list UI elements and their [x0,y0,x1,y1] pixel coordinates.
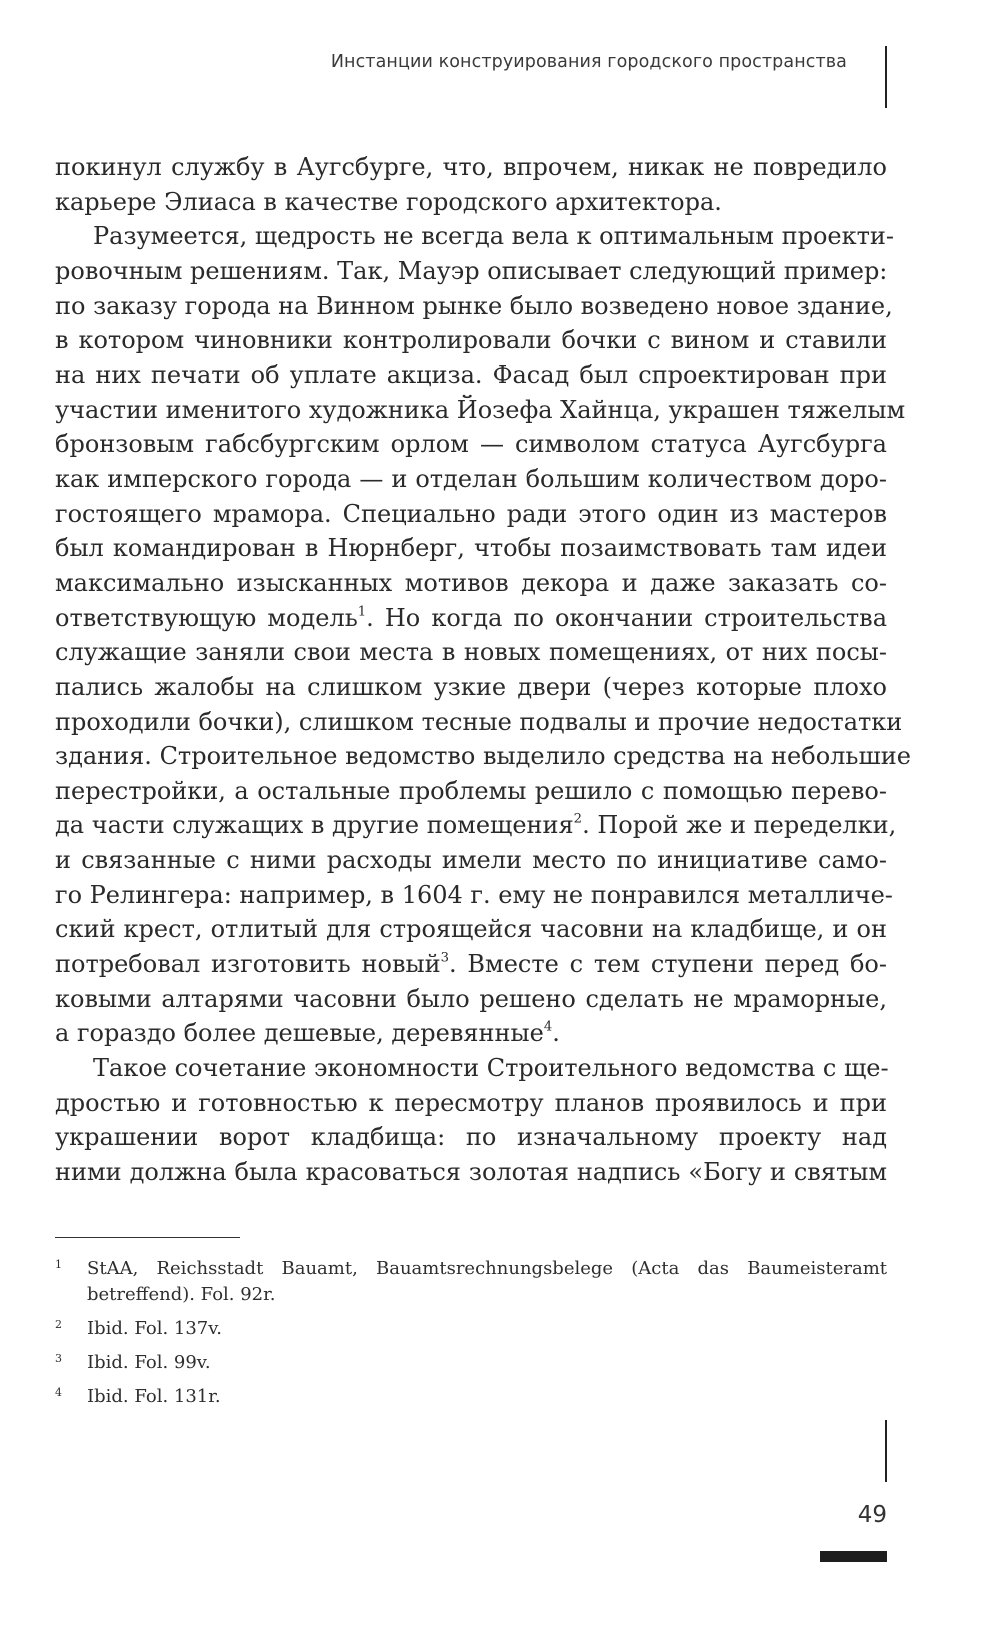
footnote-number: 2 [55,1318,62,1331]
running-title: Инстанции конструирования городского пространства [330,52,847,72]
text-line: здания. Строительное ведомство выделило средства на небольшие [55,742,911,771]
text-line: ский крест, отлитый для строящейся часовни на кладбище, и он [55,915,887,944]
footnotes [55,1256,887,1418]
text-line: гостоящего мрамора. Специально ради этого один из мастеров [55,499,887,528]
text-line: ними должна была красоваться золотая надпись «Богу и святым [55,1158,887,1187]
footnote-ref-4[interactable]: 4 [543,1019,553,1035]
bottom-margin-rule [885,1420,887,1482]
text-line: украшении ворот кладбища: по изначальному проекту над [55,1123,887,1152]
text-segment: . Вместе с тем ступени перед бо- [448,950,887,979]
text-line: бронзовым габсбургским орлом — символом статуса Аугсбурга [55,430,887,459]
page-number: 49 [857,1502,887,1528]
text-line: был командирован в Нюрнберг, чтобы позаимствовать там идеи [55,534,887,563]
text-segment: ответствующую модель [55,603,358,632]
paragraph-start-line: Такое сочетание экономности Строительного ведомства с ще- [93,1054,889,1083]
text-segment: . Порой же и переделки, [582,811,897,840]
footnote-number: 4 [55,1386,62,1399]
text-line: в котором чиновники контролировали бочки с вином и ставили [55,326,887,355]
text-segment: . [552,1019,560,1048]
top-margin-rule [885,46,887,108]
paragraph-start-line: Разумеется, щедрость не всегда вела к оптимальным проекти- [93,222,894,251]
text-line: дростью и готовностью к пересмотру планов проявилось и при [55,1088,887,1117]
text-line: по заказу города на Винном рынке было возведено новое здание, [55,291,893,320]
footnote-separator [55,1237,240,1238]
footnote [55,1384,887,1410]
footnote-text: StAA, Reichsstadt Bauamt, Bauamtsrechnungsbelege (Acta das Baumeisteramt betreffend). Fol. 92r. [87,1258,887,1305]
text-line: го Релингера: например, в 1604 г. ему не понравился металличе- [55,880,893,909]
text-line: покинул службу в Аугсбурге, что, впрочем, никак не повредило [55,153,887,181]
footnote-number: 1 [55,1258,62,1271]
footnote-text: Ibid. Fol. 137v. [87,1318,223,1339]
text-line: проходили бочки), слишком тесные подвалы и прочие недостатки [55,707,903,736]
footnote-number: 3 [55,1352,62,1365]
footnote-ref-1[interactable]: 1 [357,603,367,619]
text-line: перестройки, а остальные проблемы решило с помощью перево- [55,776,887,805]
page-tab-bar [820,1551,887,1562]
text-line [55,601,887,636]
text-line: служащие заняли свои места в новых помещениях, от них посы- [55,638,887,667]
text-line: участии именитого художника Йозефа Хайнца, украшен тяжелым [55,395,906,424]
text-line: ровочным решениям. Так, Мауэр описывает следующий пример: [55,256,888,285]
text-line: как имперского города — и отделан большим количеством доро- [55,464,887,493]
text-segment: да части служащих в другие помещения [55,811,574,840]
footnote [55,1350,887,1376]
footnote [55,1256,887,1308]
text-line: ковыми алтарями часовни было решено сделать не мраморные, [55,984,887,1013]
text-line: и связанные с ними расходы имели место по инициативе само- [55,846,887,875]
text-line [55,1016,887,1051]
text-line: пались жалобы на слишком узкие двери (через которые плохо [55,672,887,701]
footnote-ref-2[interactable]: 2 [573,811,583,827]
text-line: карьере Элиаса в качестве городского архитектора. [55,187,722,216]
text-segment: . Но когда по окончании строительства [366,603,887,632]
text-segment: потребовал изготовить новый [55,950,441,979]
body-text [55,150,911,1190]
text-line: максимально изысканных мотивов декора и даже заказать со- [55,568,887,597]
text-line [55,947,887,982]
footnote-ref-3[interactable]: 3 [440,950,449,966]
text-line [55,808,897,843]
text-line: на них печати об уплате акциза. Фасад был спроектирован при [55,360,887,389]
footnote [55,1316,887,1342]
footnote-text: Ibid. Fol. 99v. [87,1352,211,1373]
text-segment: а гораздо более дешевые, деревянные [55,1019,544,1048]
footnote-text: Ibid. Fol. 131r. [87,1386,221,1407]
